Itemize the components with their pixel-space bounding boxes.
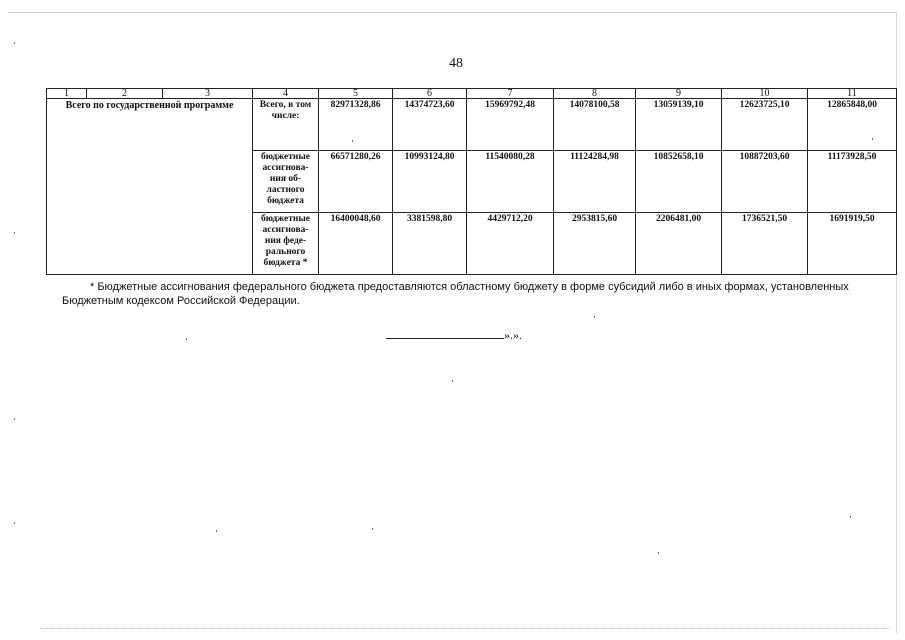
row-sub-label: бюджетные ассигнова-ния феде-рального бюджета * bbox=[253, 213, 319, 275]
table-cell: 82971328,86 bbox=[319, 99, 393, 151]
row-sub-label: бюджетные ассигнова-ния об-ластного бюджета bbox=[253, 151, 319, 213]
table-cell: 11540080,28 bbox=[467, 151, 554, 213]
table-cell: 15969792,48 bbox=[467, 99, 554, 151]
footnote: * Бюджетные ассигнования федерального бюджета предоставляются областному бюджету в форме субсидий либо в иных формах, установленных Бюджетным кодексом Российской Федерации. bbox=[62, 281, 849, 307]
page-number: 48 bbox=[449, 56, 463, 71]
table-cell: 10852658,10 bbox=[636, 151, 722, 213]
scan-edge-noise bbox=[40, 628, 890, 631]
table-cell: 1736521,50 bbox=[722, 213, 808, 275]
table-cell: 13059139,10 bbox=[636, 99, 722, 151]
table-cell: 2953815,60 bbox=[554, 213, 636, 275]
column-number: 8 bbox=[554, 89, 636, 99]
column-number: 2 bbox=[87, 89, 163, 99]
column-number-row bbox=[47, 89, 897, 99]
column-number: 5 bbox=[319, 89, 393, 99]
table-cell: 2206481,00 bbox=[636, 213, 722, 275]
column-number: 9 bbox=[636, 89, 722, 99]
table-cell: 4429712,20 bbox=[467, 213, 554, 275]
column-number: 6 bbox=[393, 89, 467, 99]
table-row bbox=[47, 99, 897, 151]
column-number: 3 bbox=[163, 89, 253, 99]
table-cell: 11124284,98 bbox=[554, 151, 636, 213]
table-cell: 66571280,26 bbox=[319, 151, 393, 213]
column-number: 11 bbox=[808, 89, 897, 99]
column-number: 7 bbox=[467, 89, 554, 99]
table-cell: 12865848,00 bbox=[808, 99, 897, 151]
table-cell: 11173928,50 bbox=[808, 151, 897, 213]
closing-line bbox=[386, 328, 522, 343]
table-cell: 10887203,60 bbox=[722, 151, 808, 213]
table-cell: 12623725,10 bbox=[722, 99, 808, 151]
column-number: 1 bbox=[47, 89, 87, 99]
row-sub-label: Всего, в том числе: bbox=[253, 99, 319, 151]
column-number: 10 bbox=[722, 89, 808, 99]
table-cell: 14374723,60 bbox=[393, 99, 467, 151]
table-cell: 14078100,58 bbox=[554, 99, 636, 151]
program-total-label: Всего по государственной программе bbox=[47, 99, 253, 275]
signature-underline bbox=[386, 328, 504, 339]
column-number: 4 bbox=[253, 89, 319, 99]
table-cell: 10993124,80 bbox=[393, 151, 467, 213]
table-cell: 3381598,80 bbox=[393, 213, 467, 275]
table-cell: 1691919,50 bbox=[808, 213, 897, 275]
closing-mark: ».». bbox=[504, 328, 522, 342]
budget-table bbox=[46, 88, 897, 275]
table-cell: 16400048,60 bbox=[319, 213, 393, 275]
